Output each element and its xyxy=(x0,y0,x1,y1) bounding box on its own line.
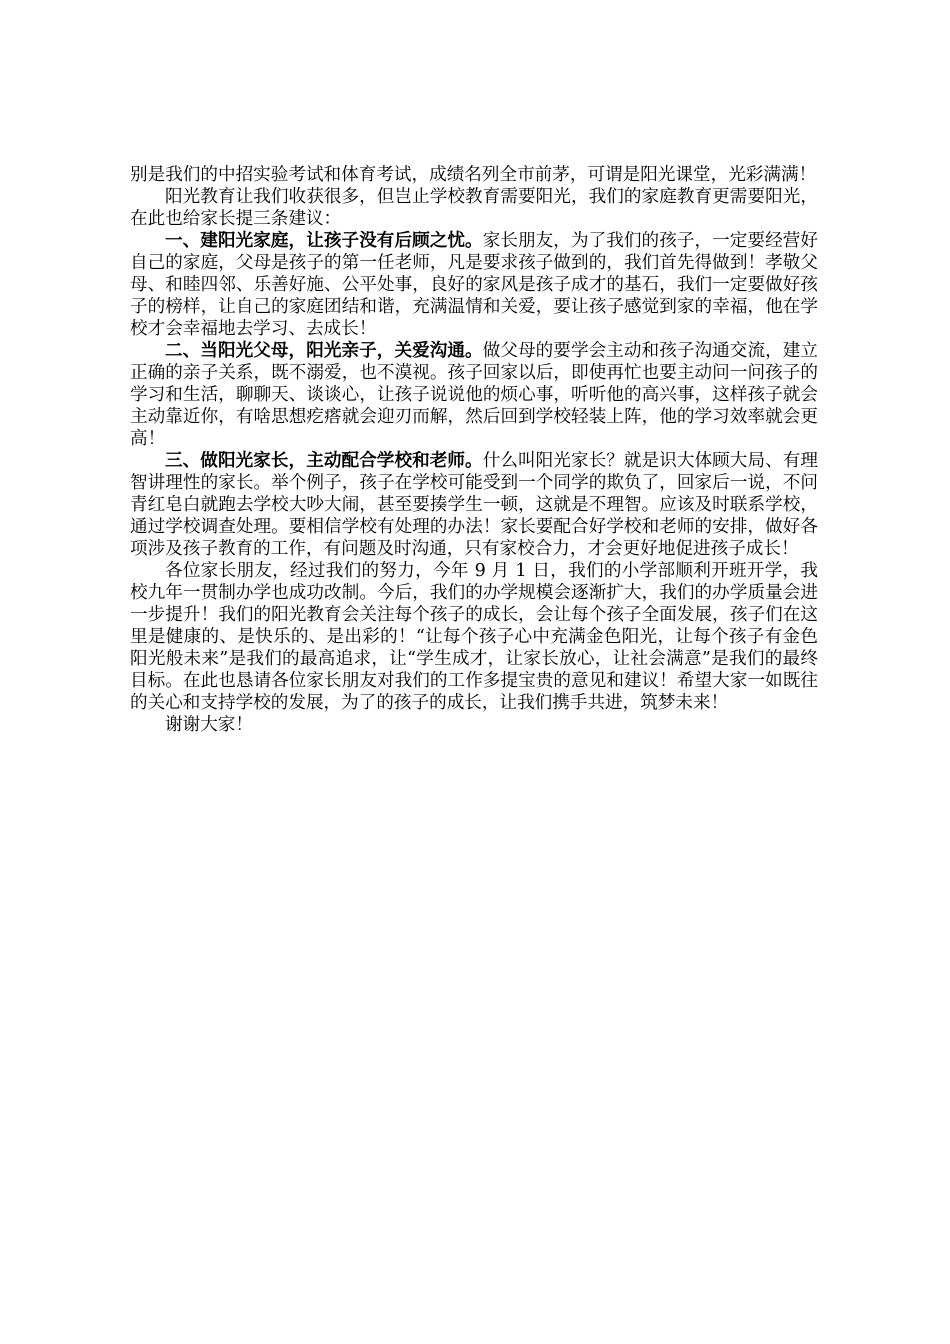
paragraph-suggestion-1 xyxy=(130,230,818,340)
suggestion-1-body: 家长朋友，为了我们的孩子，一定要经营好自己的家庭，父母是孩子的第一任老师，凡是要求孩子做到的，我们首先得做到！孝敬父母、和睦四邻、乐善好施、公平处事，良好的家风是孩子成才的基石，我们一定要做好孩子的榜样，让自己的家庭团结和谐，充满温情和关爱，要让孩子感觉到家的幸福，他在学校才会幸福地去学习、去成长！ xyxy=(130,231,818,339)
suggestion-2-body: 做父母的要学会主动和孩子沟通交流，建立正确的亲子关系，既不溺爱，也不漠视。孩子回家以后，即使再忙也要主动问一问孩子的学习和生活，聊聊天、谈谈心，让孩子说说他的烦心事，听听他的高兴事，这样孩子就会主动靠近你，有啥思想疙瘩就会迎刃而解，然后回到学校轻装上阵，他的学习效率就会更高！ xyxy=(130,341,818,449)
document-body xyxy=(130,164,818,736)
suggestion-2-heading: 二、当阳光父母，阳光亲子，关爱沟通。 xyxy=(165,340,483,361)
paragraph-continuation: 别是我们的中招实验考试和体育考试，成绩名列全市前茅，可谓是阳光课堂，光彩满满！ xyxy=(130,165,817,185)
paragraph-intro: 阳光教育让我们收获很多，但岂止学校教育需要阳光，我们的家庭教育更需要阳光，在此也给家长提三条建议： xyxy=(130,187,818,229)
paragraph-suggestion-3 xyxy=(130,450,818,560)
suggestion-1-heading: 一、建阳光家庭，让孩子没有后顾之忧。 xyxy=(165,230,483,251)
paragraph-closing: 谢谢大家！ xyxy=(165,715,253,735)
suggestion-3-body: 什么叫阳光家长？就是识大体顾大局、有理智讲理性的家长。举个例子，孩子在学校可能受到一个同学的欺负了，回家后一说，不问青红皂白就跑去学校大吵大闹，甚至要揍学生一顿，这就是不理智。应该及时联系学校，通过学校调查处理。要相信学校有处理的办法！家长要配合好学校和老师的安排，做好各项涉及孩子教育的工作，有问题及时沟通，只有家校合力，才会更好地促进孩子成长！ xyxy=(130,451,818,559)
suggestion-3-heading: 三、做阳光家长，主动配合学校和老师。 xyxy=(165,450,483,471)
paragraph-suggestion-2 xyxy=(130,340,818,450)
paragraph-outlook: 各位家长朋友，经过我们的努力，今年 9 月 1 日，我们的小学部顺利开班开学，我校九年一贯制办学也成功改制。今后，我们的办学规模会逐渐扩大，我们的办学质量会进一步提升！我们的阳光教育会关注每个孩子的成长，会让每个孩子全面发展，孩子们在这里是健康的、是快乐的、是出彩的！“让每个孩子心中充满金色阳光，让每个孩子有金色阳光般未来”是我们的最高追求，让“学生成才，让家长放心，让社会满意”是我们的最终目标。在此也恳请各位家长朋友对我们的工作多提宝贵的意见和建议！希望大家一如既往的关心和支持学校的发展，为了的孩子的成长，让我们携手共进，筑梦未来！ xyxy=(130,561,818,713)
